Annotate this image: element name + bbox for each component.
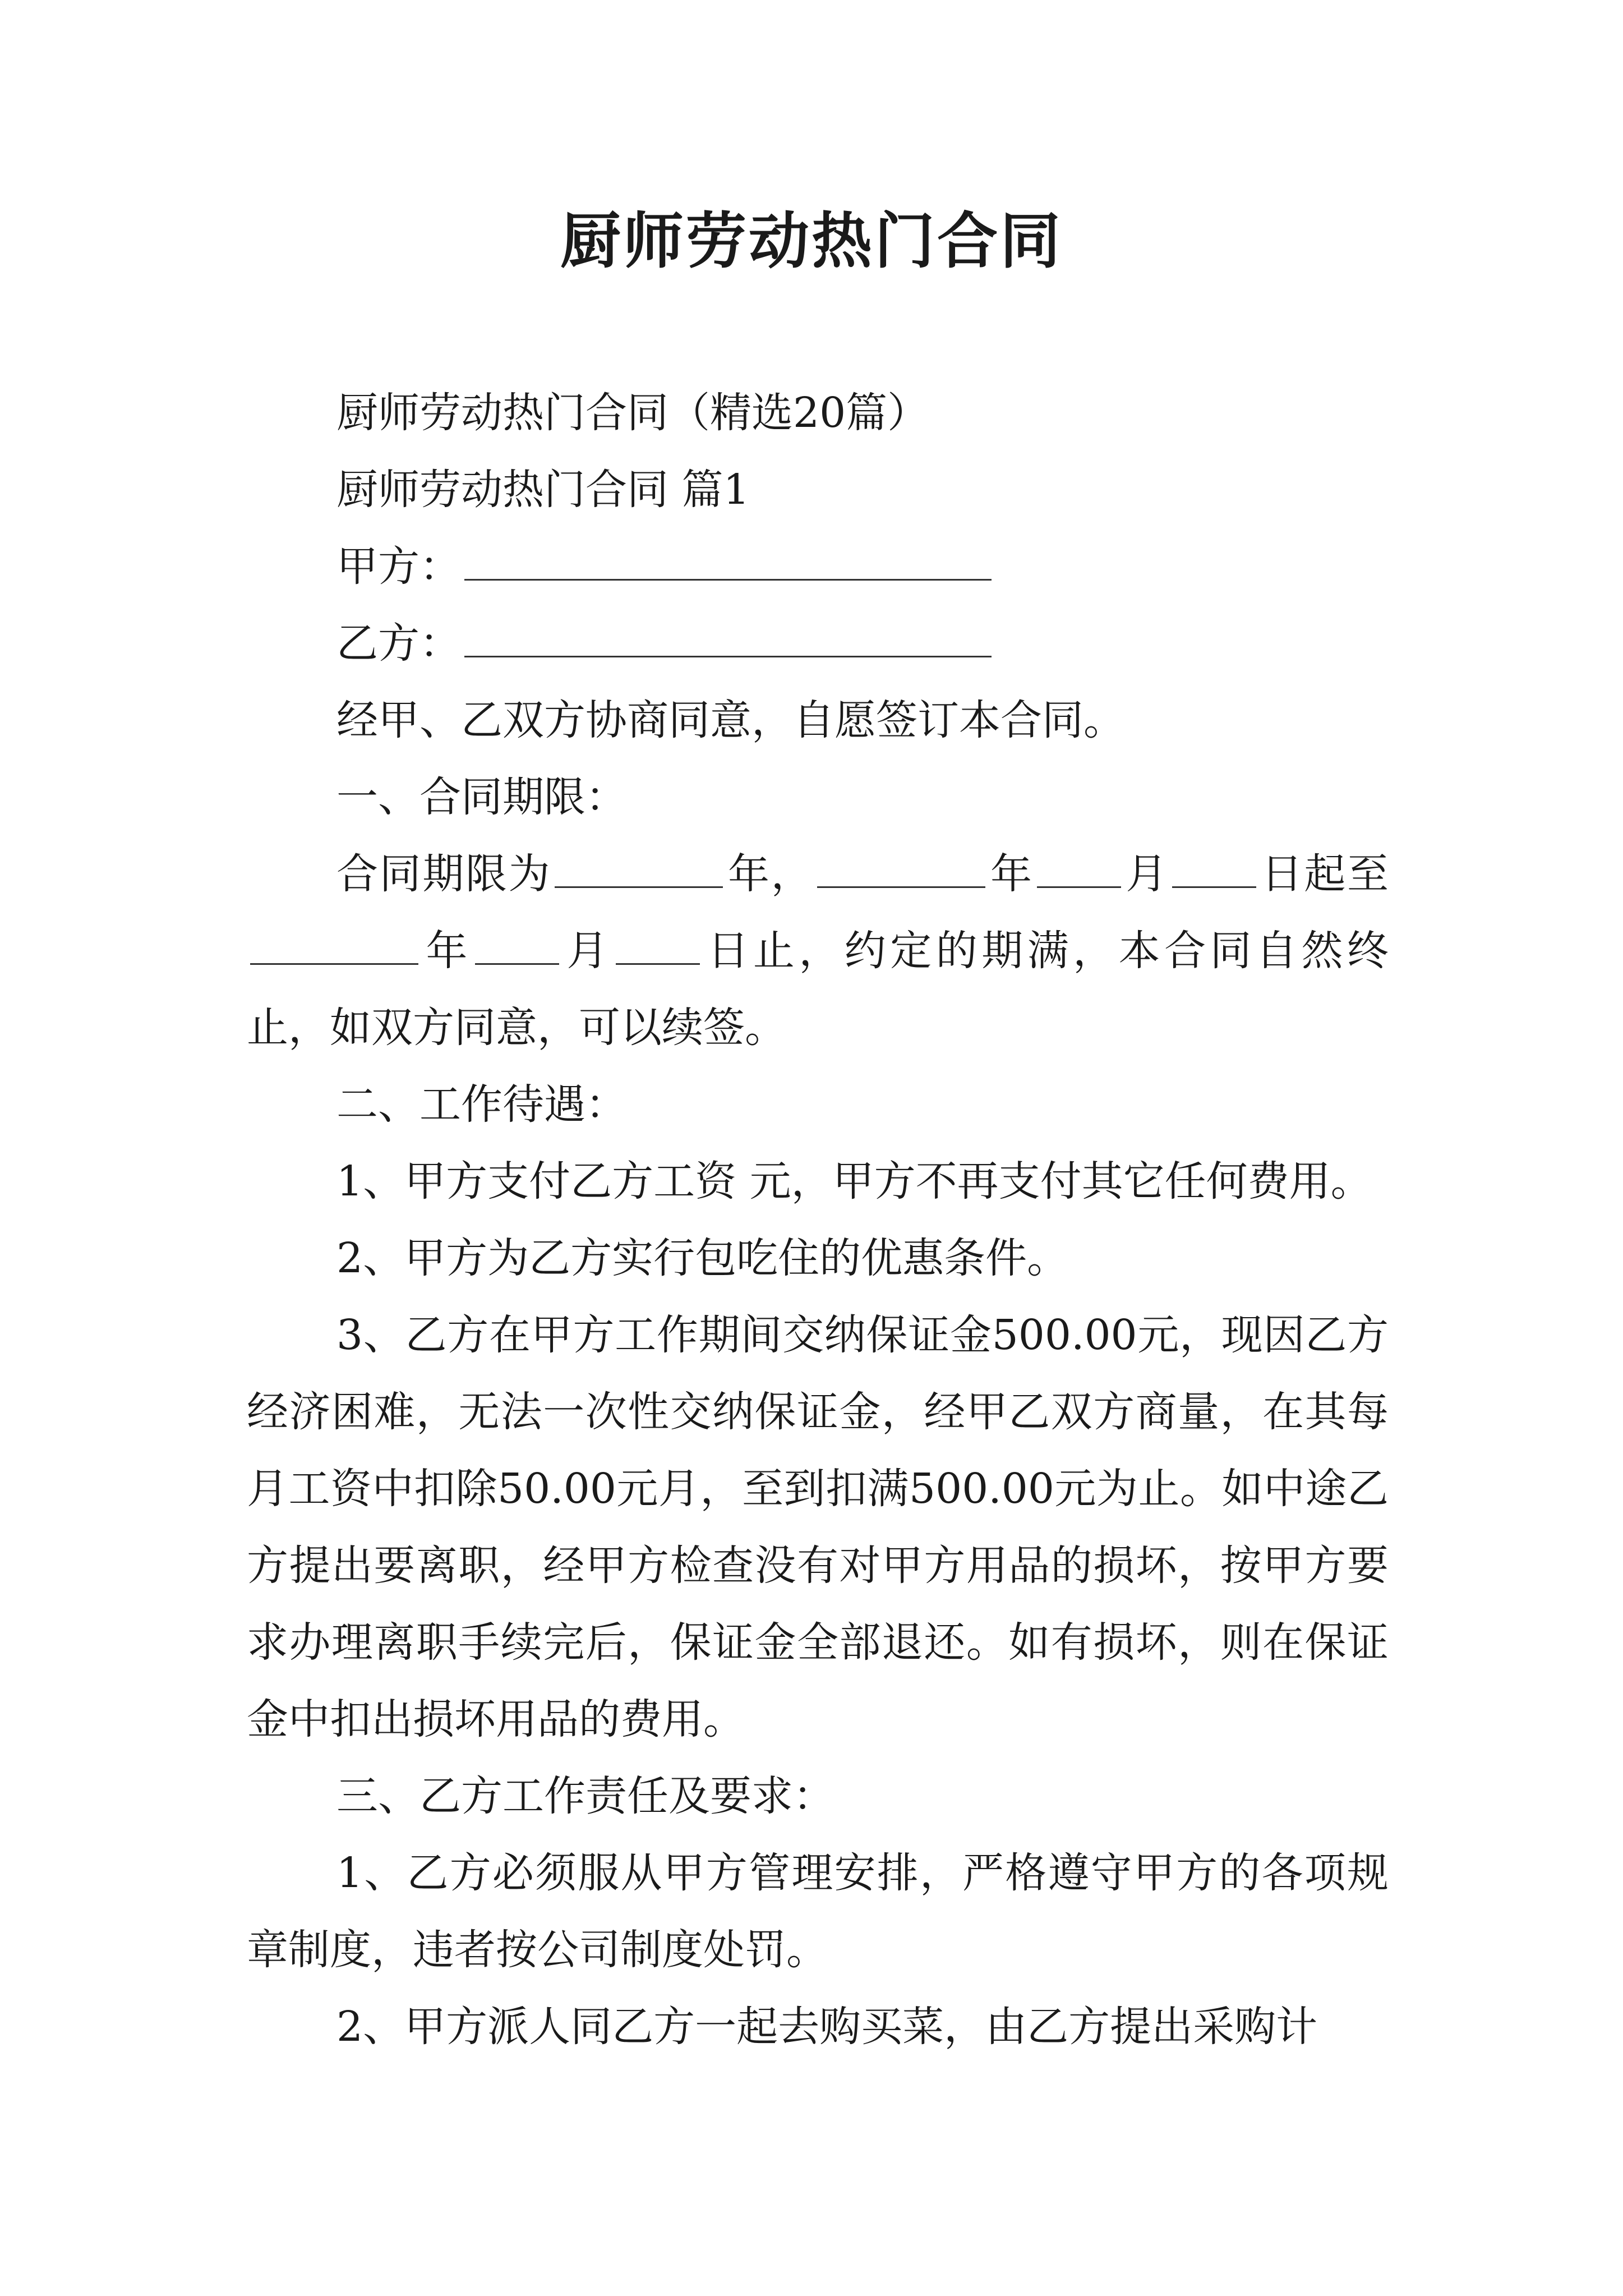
party-a-line [247, 528, 1389, 605]
party-b-blank [464, 614, 992, 657]
party-b-line [247, 605, 1389, 682]
pay-item-2: 2、甲方为乙方实行包吃住的优惠条件。 [336, 1234, 1069, 1282]
party-a-blank [464, 537, 992, 581]
term-text-4: 月 [1124, 850, 1169, 898]
term-text-6: 年 [422, 927, 472, 975]
term-heading: 一、合同期限： [336, 773, 627, 821]
document-body [247, 375, 1389, 2065]
subtitle: 厨师劳动热门合同（精选20篇） [336, 389, 929, 437]
term-text-2: 年， [726, 850, 814, 898]
end-month-blank [475, 922, 559, 965]
start-year-blank [817, 845, 985, 888]
term-paragraph [247, 836, 1389, 1066]
pay-heading: 二、工作待遇： [336, 1080, 627, 1129]
intro-paragraph: 经甲、乙双方协商同意，自愿签订本合同。 [336, 696, 1125, 744]
duty-heading: 三、乙方工作责任及要求： [336, 1772, 834, 1820]
term-text-3: 年 [989, 850, 1034, 898]
duty-item-2: 2、甲方派人同乙方一起去购买菜，由乙方提出采购计 [336, 2003, 1318, 2051]
party-a-label: 甲方： [336, 542, 461, 591]
term-text-5: 日起至 [1260, 850, 1389, 898]
end-day-blank [616, 922, 700, 965]
section-heading: 厨师劳动热门合同 篇1 [336, 466, 750, 514]
end-year-blank [250, 922, 418, 965]
term-text-8: 日止，约定的期满，本合同自然终止，如双方同意，可以续签。 [247, 927, 1389, 1052]
term-years-blank [555, 845, 723, 888]
duty-item-1: 1、乙方必须服从甲方管理安排，严格遵守甲方的各项规章制度，违者按公司制度处罚。 [247, 1849, 1389, 1974]
term-text-7: 月 [562, 927, 612, 975]
term-text-1: 合同期限为 [336, 850, 552, 898]
pay-item-3: 3、乙方在甲方工作期间交纳保证金500.00元，现因乙方经济困难，无法一次性交纳保证金，经甲乙双方商量，在其每月工资中扣除50.00元月，至到扣满500.00元为止。如中途乙方提出要离职，经甲方检查没有对甲方用品的损坏，按甲方要求办理离职手续完后，保证金全部退还。如有损坏，则在保证金中扣出损坏用品的费用。 [247, 1311, 1389, 1743]
party-b-label: 乙方： [336, 619, 461, 668]
document-title: 厨师劳动热门合同 [560, 206, 1063, 277]
pay-item-1: 1、甲方支付乙方工资 元，甲方不再支付其它任何费用。 [336, 1157, 1372, 1205]
start-day-blank [1172, 845, 1256, 888]
start-month-blank [1037, 845, 1121, 888]
